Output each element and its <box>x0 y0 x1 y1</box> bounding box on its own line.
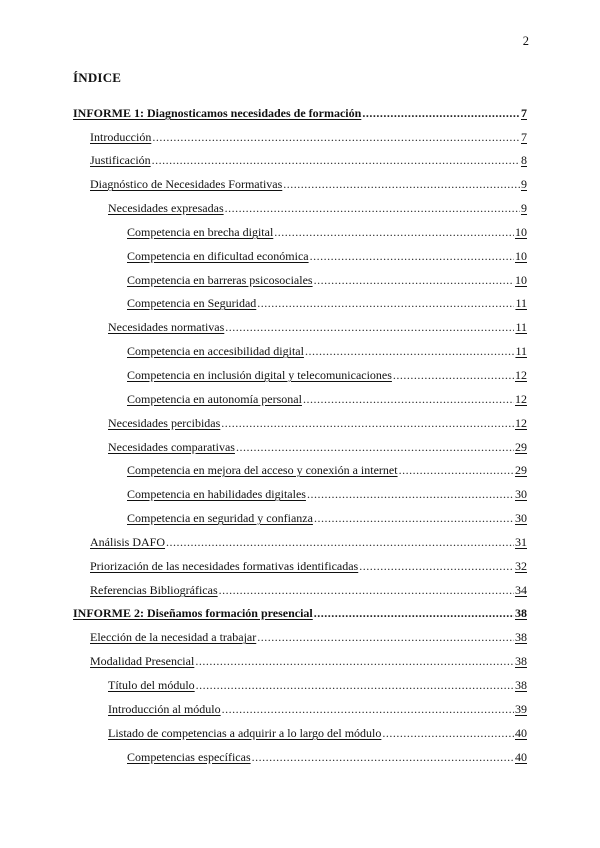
toc-entry-habilidades-digitales[interactable]: Competencia en habilidades digitales ..... 30 <box>127 487 527 501</box>
toc-entry-dificultad-economica[interactable]: Competencia en dificultad económica ..... 10 <box>127 249 527 263</box>
page-number: 2 <box>522 34 529 48</box>
toc-entry-necesidades-percibidas[interactable]: Necesidades percibidas ..... 12 <box>108 416 527 430</box>
toc-entry-introduccion[interactable]: Introducción ..... 7 <box>90 130 527 144</box>
toc-entry-justificacion[interactable]: Justificación ..... 8 <box>90 153 527 167</box>
toc-heading: ÍNDICE <box>73 70 122 85</box>
toc-entry-seguridad-confianza[interactable]: Competencia en seguridad y confianza ..... 30 <box>127 511 527 525</box>
toc-entry-titulo-modulo[interactable]: Título del módulo ..... 38 <box>108 678 527 692</box>
toc-entry-diagnostico[interactable]: Diagnóstico de Necesidades Formativas ..... 9 <box>90 177 527 191</box>
toc-entry-eleccion-necesidad[interactable]: Elección de la necesidad a trabajar ..... 38 <box>90 630 527 644</box>
toc-entry-necesidades-normativas[interactable]: Necesidades normativas ..... 11 <box>108 320 527 334</box>
toc-entry-informe-1[interactable]: INFORME 1: Diagnosticamos necesidades de formación ..... 7 <box>73 106 527 120</box>
toc-entry-necesidades-comparativas[interactable]: Necesidades comparativas ..... 29 <box>108 440 527 454</box>
toc-entry-informe-2[interactable]: INFORME 2: Diseñamos formación presencial ..... 38 <box>73 606 527 620</box>
toc-entry-seguridad[interactable]: Competencia en Seguridad ..... 11 <box>127 296 527 310</box>
toc-entry-modalidad-presencial[interactable]: Modalidad Presencial ..... 38 <box>90 654 527 668</box>
toc-entry-inclusion-digital[interactable]: Competencia en inclusión digital y telecomunicaciones ..... 12 <box>127 368 527 382</box>
toc-entry-competencias-especificas[interactable]: Competencias específicas ..... 40 <box>127 750 527 764</box>
toc-entry-brecha-digital[interactable]: Competencia en brecha digital ..... 10 <box>127 225 527 239</box>
toc-entry-necesidades-expresadas[interactable]: Necesidades expresadas ..... 9 <box>108 201 527 215</box>
toc-entry-accesibilidad-digital[interactable]: Competencia en accesibilidad digital ..... 11 <box>127 344 527 358</box>
toc-entry-referencias[interactable]: Referencias Bibliográficas ..... 34 <box>90 583 527 597</box>
toc-entry-analisis-dafo[interactable]: Análisis DAFO ..... 31 <box>90 535 527 549</box>
toc-entry-introduccion-modulo[interactable]: Introducción al módulo ..... 39 <box>108 702 527 716</box>
toc-entry-autonomia-personal[interactable]: Competencia en autonomía personal ..... 12 <box>127 392 527 406</box>
toc-entry-barreras-psicosociales[interactable]: Competencia en barreras psicosociales ..... 10 <box>127 273 527 287</box>
toc-entry-priorizacion[interactable]: Priorización de las necesidades formativas identificadas ..... 32 <box>90 559 527 573</box>
toc-entry-listado-competencias[interactable]: Listado de competencias a adquirir a lo largo del módulo ..... 40 <box>108 726 527 740</box>
toc-entry-acceso-internet[interactable]: Competencia en mejora del acceso y conexión a internet ..... 29 <box>127 463 527 477</box>
